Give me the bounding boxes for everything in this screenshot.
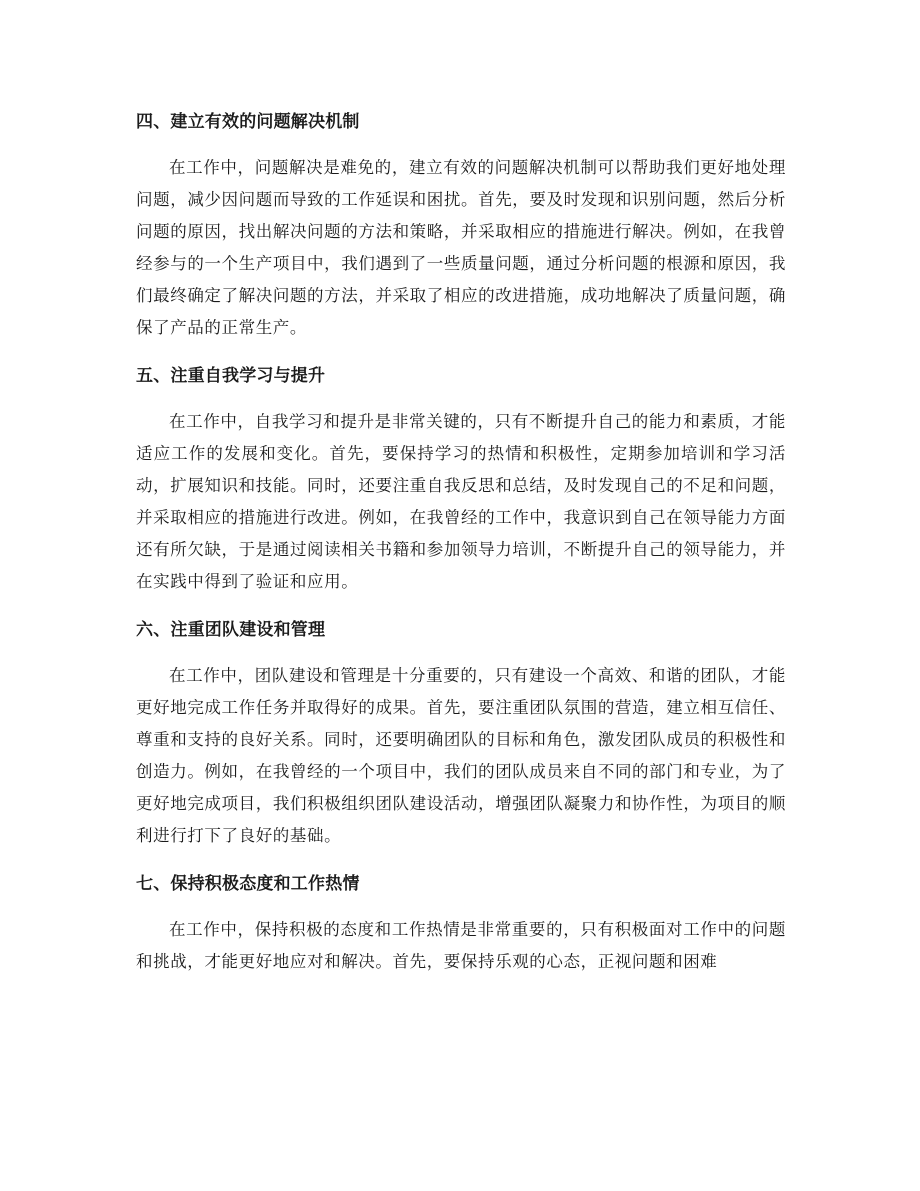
section-heading: 四、建立有效的问题解决机制 xyxy=(136,112,360,132)
section-7 xyxy=(136,872,786,978)
section-paragraph: 在工作中，问题解决是难免的，建立有效的问题解决机制可以帮助我们更好地处理问题，减少因问题而导致的工作延误和困扰。首先，要及时发现和识别问题，然后分析问题的原因，找出解决问题的方法和策略，并采取相应的措施进行解决。例如，在我曾经参与的一个生产项目中，我们遇到了一些质量问题，通过分析问题的根源和原因，我们最终确定了解决问题的方法，并采取了相应的改进措施，成功地解决了质量问题，确保了产品的正常生产。 xyxy=(136,158,786,337)
section-6 xyxy=(136,618,786,852)
section-paragraph: 在工作中，团队建设和管理是十分重要的，只有建设一个高效、和谐的团队，才能更好地完成工作任务并取得好的成果。首先，要注重团队氛围的营造，建立相互信任、尊重和支持的良好关系。同时，还要明确团队的目标和角色，激发团队成员的积极性和创造力。例如，在我曾经的一个项目中，我们的团队成员来自不同的部门和专业，为了更好地完成项目，我们积极组织团队建设活动，增强团队凝聚力和协作性，为项目的顺利进行打下了良好的基础。 xyxy=(136,666,786,845)
section-paragraph: 在工作中，自我学习和提升是非常关键的，只有不断提升自己的能力和素质，才能适应工作的发展和变化。首先，要保持学习的热情和积极性，定期参加培训和学习活动，扩展知识和技能。同时，还要注重自我反思和总结，及时发现自己的不足和问题，并采取相应的措施进行改进。例如，在我曾经的工作中，我意识到自己在领导能力方面还有所欠缺，于是通过阅读相关书籍和参加领导力培训，不断提升自己的领导能力，并在实践中得到了验证和应用。 xyxy=(136,412,786,591)
section-heading: 七、保持积极态度和工作热情 xyxy=(136,874,360,894)
section-heading: 六、注重团队建设和管理 xyxy=(136,620,326,640)
section-paragraph: 在工作中，保持积极的态度和工作热情是非常重要的，只有积极面对工作中的问题和挑战，才能更好地应对和解决。首先，要保持乐观的心态，正视问题和困难 xyxy=(136,920,786,971)
section-4 xyxy=(136,110,786,344)
document-page xyxy=(136,96,786,996)
section-heading: 五、注重自我学习与提升 xyxy=(136,366,326,386)
section-5 xyxy=(136,364,786,598)
